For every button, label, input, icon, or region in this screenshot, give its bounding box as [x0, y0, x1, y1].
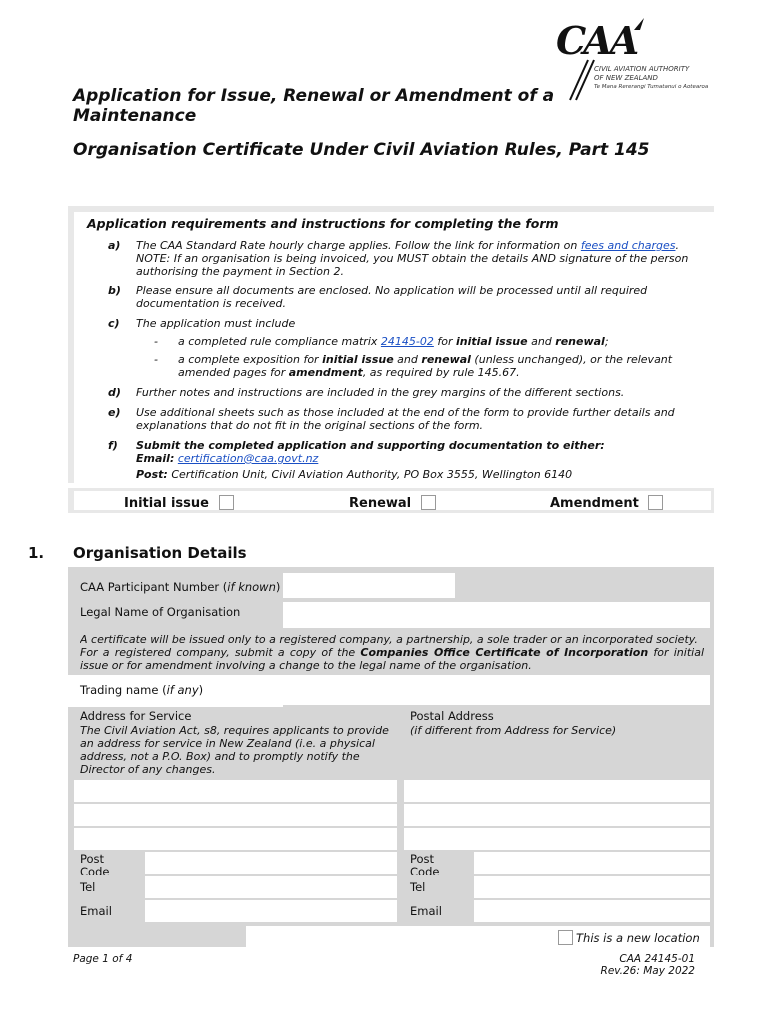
trading-label-pre: Trading name ( [80, 683, 167, 697]
instruction-c [108, 317, 708, 331]
c2-end: , as required by rule 145.67. [362, 366, 520, 379]
instructions-heading: Application requirements and instructions for completing the form [87, 216, 559, 231]
amendment-checkbox[interactable] [648, 495, 663, 510]
postal-email-input[interactable] [474, 900, 710, 922]
title-line-1: Application for Issue, Renewal or Amendment of a [73, 86, 555, 106]
section-title: Organisation Details [73, 544, 247, 562]
c2-mid: (unless unchanged), or the relevant amended pages for [178, 353, 673, 379]
page-subtitle: Organisation Certificate Under Civil Aviation Rules, Part 145 [73, 140, 650, 160]
legal-name-input[interactable] [283, 602, 710, 628]
service-address-line-1[interactable] [74, 780, 397, 802]
address-service-note: The Civil Aviation Act, s8, requires applicants to provide an address for service in New Zealand (i.e. a physical address, not a P.O. Box) and to promptly notify the Director of any changes. [80, 724, 389, 776]
email-link[interactable]: certification@caa.govt.nz [177, 452, 319, 465]
trading-label-post: ) [198, 683, 204, 697]
note-line-2-end: for initial issue or for amendment involving a change to the legal name of the organisation. [80, 646, 704, 672]
postal-post-code-input[interactable] [474, 852, 710, 874]
form-id: CAA 24145-01 [619, 953, 695, 965]
page-title [73, 86, 613, 126]
instruction-b-label: b) [108, 284, 121, 297]
instruction-a [108, 239, 708, 279]
participant-label-italic: if known [227, 580, 276, 594]
service-email-input[interactable] [145, 900, 397, 922]
postal-address-line-2[interactable] [404, 804, 710, 826]
bullet-dash: - [154, 335, 158, 348]
application-type-row [68, 488, 714, 513]
organisation-details-form [68, 567, 714, 947]
c1-text: a completed rule compliance matrix [178, 335, 381, 348]
c1-and: and [527, 335, 556, 348]
service-address-line-3[interactable] [74, 828, 397, 850]
instruction-b-text: Please ensure all documents are enclosed. No application will be processed until all required documentation is received. [136, 284, 648, 310]
post-address: Certification Unit, Civil Aviation Authority, PO Box 3555, Wellington 6140 [171, 468, 573, 481]
trading-label-italic: if any [166, 683, 199, 697]
postal-tel-label: Tel [410, 880, 426, 894]
instruction-f-text: Submit the completed application and supporting documentation to either: [136, 439, 605, 452]
instruction-c-item-2 [154, 353, 714, 381]
trading-name-label [80, 683, 203, 697]
participant-number-input[interactable] [283, 573, 455, 598]
bullet-dash: - [154, 353, 158, 366]
initial-issue-checkbox[interactable] [219, 495, 234, 510]
postal-tel-input[interactable] [474, 876, 710, 898]
instruction-d [108, 386, 708, 400]
trading-name-input[interactable] [283, 675, 710, 705]
instruction-a-text: The CAA Standard Rate hourly charge applies. Follow the link for information on [136, 239, 581, 252]
c1-renewal: renewal [555, 335, 605, 348]
post-label: Post: [136, 468, 168, 481]
address-service-label: Address for Service [80, 709, 192, 723]
trading-name-label-box [68, 675, 283, 707]
c1-initial: initial issue [455, 335, 528, 348]
amendment-label: Amendment [550, 496, 639, 511]
instruction-e-label: e) [108, 406, 121, 419]
logo-arrow-icon [634, 18, 644, 30]
note-certificate: Companies Office Certificate of Incorporation [360, 646, 649, 659]
instruction-a-label: a) [108, 239, 121, 252]
matrix-link[interactable]: 24145-02 [380, 335, 434, 348]
initial-issue-label: Initial issue [124, 496, 209, 511]
instruction-d-label: d) [108, 386, 121, 399]
new-location-checkbox[interactable] [558, 930, 573, 945]
instruction-f [108, 439, 708, 483]
service-address-line-2[interactable] [74, 804, 397, 826]
instruction-c-label: c) [108, 317, 120, 330]
instruction-e [108, 406, 708, 434]
fees-link[interactable]: fees and charges [580, 239, 676, 252]
postal-address-note: (if different from Address for Service) [410, 724, 617, 737]
instructions-panel [68, 206, 714, 483]
instruction-d-text: Further notes and instructions are included in the grey margins of the different sections. [136, 386, 625, 399]
c2-initial: initial issue [322, 353, 394, 366]
postal-address-line-3[interactable] [404, 828, 710, 850]
c2-text: a complete exposition for [178, 353, 323, 366]
organisation-note [80, 633, 704, 673]
c2-renewal: renewal [421, 353, 471, 366]
instruction-b [108, 284, 708, 312]
note-line-1: A certificate will be issued only to a registered company, a partnership, a sole trader or an incorporated society. [80, 633, 698, 646]
service-post-code-input[interactable] [145, 852, 397, 874]
participant-label-post: ) [275, 580, 281, 594]
logo-line-1: CIVIL AVIATION AUTHORITY [594, 65, 690, 73]
c2-and: and [393, 353, 422, 366]
instruction-e-text: Use additional sheets such as those included at the end of the form to provide further details and explanations that do not fit in the original sections of the form. [136, 406, 675, 432]
instruction-a-note: . NOTE: If an organisation is being invoiced, you MUST obtain the details AND signature of the person authorising the payment in Section 2. [136, 239, 689, 278]
title-line-2: Maintenance [73, 106, 197, 126]
service-tel-label: Tel [80, 880, 96, 894]
renewal-checkbox[interactable] [421, 495, 436, 510]
note-line-2: For a registered company, submit a copy of the [80, 646, 361, 659]
service-email-label: Email [80, 904, 112, 918]
renewal-label: Renewal [349, 496, 412, 511]
c2-amendment: amendment [288, 366, 363, 379]
logo-mark: CAA [556, 18, 637, 63]
postal-address-line-1[interactable] [404, 780, 710, 802]
instruction-c-text: The application must include [136, 317, 296, 330]
logo-line-3: Te Mana Rererangi Tumatanui o Aotearoa [594, 84, 709, 90]
instruction-f-label: f) [108, 439, 118, 452]
participant-number-label [80, 580, 280, 594]
legal-name-label: Legal Name of Organisation [80, 605, 241, 619]
c1-for: for [433, 335, 456, 348]
c1-end: ; [604, 335, 609, 348]
form-revision: Rev.26: May 2022 [600, 965, 695, 977]
service-post-code-label: Post Code [80, 853, 110, 875]
section-number: 1. [28, 544, 45, 562]
postal-post-code-label: Post Code [410, 853, 440, 875]
new-location-label: This is a new location [576, 931, 700, 945]
participant-label-pre: CAA Participant Number ( [80, 580, 228, 594]
email-label: Email: [136, 452, 175, 465]
postal-email-label: Email [410, 904, 442, 918]
logo-line-2: OF NEW ZEALAND [594, 74, 658, 82]
page-number: Page 1 of 4 [73, 953, 133, 965]
instruction-c-item-1 [154, 335, 714, 349]
service-tel-input[interactable] [145, 876, 397, 898]
postal-address-label: Postal Address [410, 709, 494, 723]
